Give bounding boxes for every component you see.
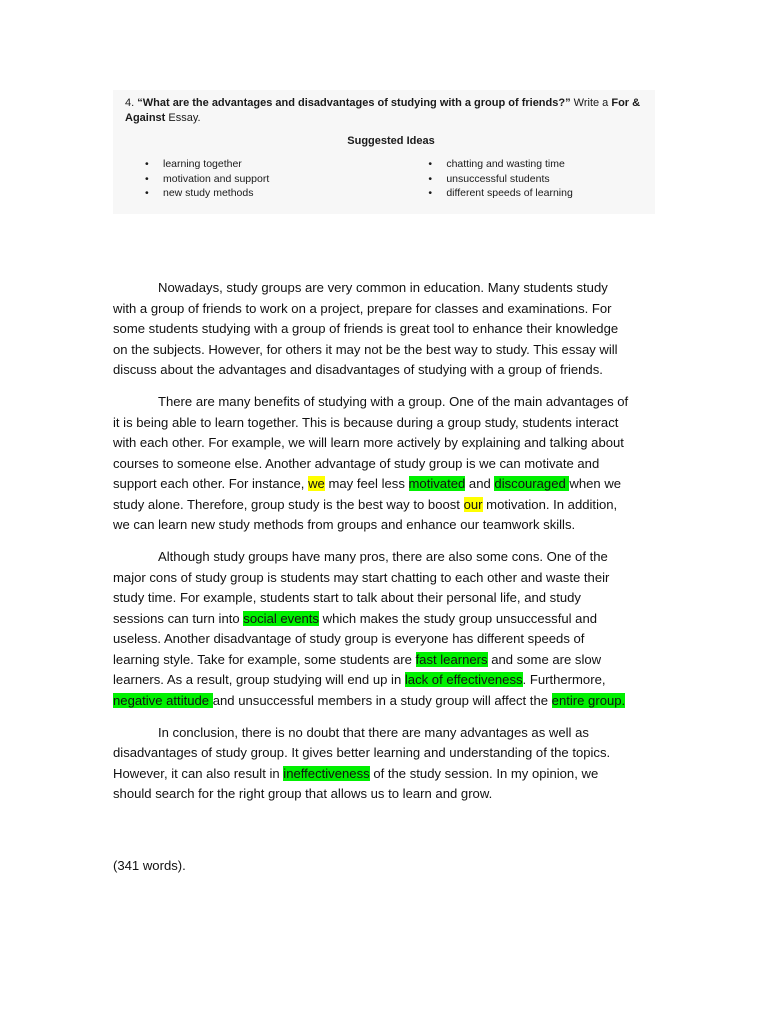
idea-item: • learning together <box>145 157 428 172</box>
paragraph-text: and <box>465 476 495 491</box>
paragraph-text: when we study alone. Therefore, group study is the best way to boost <box>113 476 622 512</box>
highlight-green: lack of effectiveness <box>404 672 523 687</box>
prompt-write-a: Write a <box>570 97 612 109</box>
paragraph-text: may feel less <box>324 476 409 491</box>
essay-body <box>113 278 633 816</box>
paragraph-text: In conclusion, there is no doubt that there are many advantages as well as disadvantages of study group. It gives better learning and understanding of the topics. However, it can also result in <box>113 724 611 781</box>
highlight-yellow: our <box>463 496 483 512</box>
idea-item: • chatting and wasting time <box>428 157 647 172</box>
paragraph-text: motivation. In addition, we can learn new study methods from groups and enhance our teamwork skills. <box>113 496 618 532</box>
prompt-number: 4. <box>125 97 135 109</box>
essay-paragraph-advantages <box>113 392 633 536</box>
prompt-question-text: “What are the advantages and disadvantages of studying with a group of friends?” <box>137 97 571 109</box>
suggested-ideas-title: Suggested Ideas <box>347 135 435 147</box>
paragraph-text: Nowadays, study groups are very common in education. Many students study with a group of friends to work on a project, prepare for classes and examinations. For some students studying with a group of friends is great tool to enhance their knowledge on the subjects. However, for others it may not be the best way to study. This essay will discuss about the advantages and disadvantages of studying with a group of friends. <box>113 280 619 377</box>
highlight-green: motivated <box>408 476 466 491</box>
idea-item: • different speeds of learning <box>428 186 647 201</box>
highlight-green: discouraged <box>494 476 570 491</box>
highlight-green: ineffectiveness <box>283 765 370 781</box>
essay-prompt-image <box>113 90 655 214</box>
suggested-ideas-columns <box>125 157 647 201</box>
idea-item: • unsuccessful students <box>428 172 647 187</box>
prompt-essay-word: Essay. <box>165 112 201 124</box>
paragraph-text: . Furthermore, <box>522 672 606 687</box>
paragraph-text: There are many benefits of studying with a group. One of the main advantages of it is being able to learn together. This is because during a group study, students interact with each other. For example, we will learn more actively by explaining and talking about courses to someone else. Another advantage of study group is we can motivate and support each other. For instance, <box>113 394 629 491</box>
ideas-list-right <box>428 157 647 201</box>
highlight-green: entire group. <box>551 692 626 708</box>
essay-paragraph-disadvantages <box>113 547 633 711</box>
idea-item: • motivation and support <box>145 172 428 187</box>
paragraph-text: of the study session. In my opinion, we should search for the right group that allows us to learn and grow. <box>113 765 599 801</box>
paragraph-text: which makes the study group unsuccessful and useless. Another disadvantage of study group is everyone has different speeds of learning style. Take for example, some students are <box>113 610 598 667</box>
prompt-question <box>125 96 647 126</box>
prompt-essay-type: For & Against <box>125 97 641 124</box>
essay-paragraph-conclusion <box>113 723 633 805</box>
highlight-green: fast learners <box>415 651 488 667</box>
paragraph-text: and some are slow learners. As a result, group studying will end up in <box>113 651 602 687</box>
highlight-green: negative attitude <box>113 692 213 708</box>
highlight-yellow: we <box>308 476 325 491</box>
paragraph-text: Although study groups have many pros, there are also some cons. One of the major cons of study group is students may start chatting to each other and waste their study time. For example, students start to talk about their personal life, and study sessions can turn into <box>113 549 610 626</box>
ideas-list-left <box>145 157 428 201</box>
paragraph-text: and unsuccessful members in a study group will affect the <box>212 692 552 708</box>
word-count: (341 words). <box>113 858 186 873</box>
idea-item: • new study methods <box>145 186 428 201</box>
essay-paragraph-introduction <box>113 278 633 381</box>
highlight-green: social events <box>243 610 319 626</box>
